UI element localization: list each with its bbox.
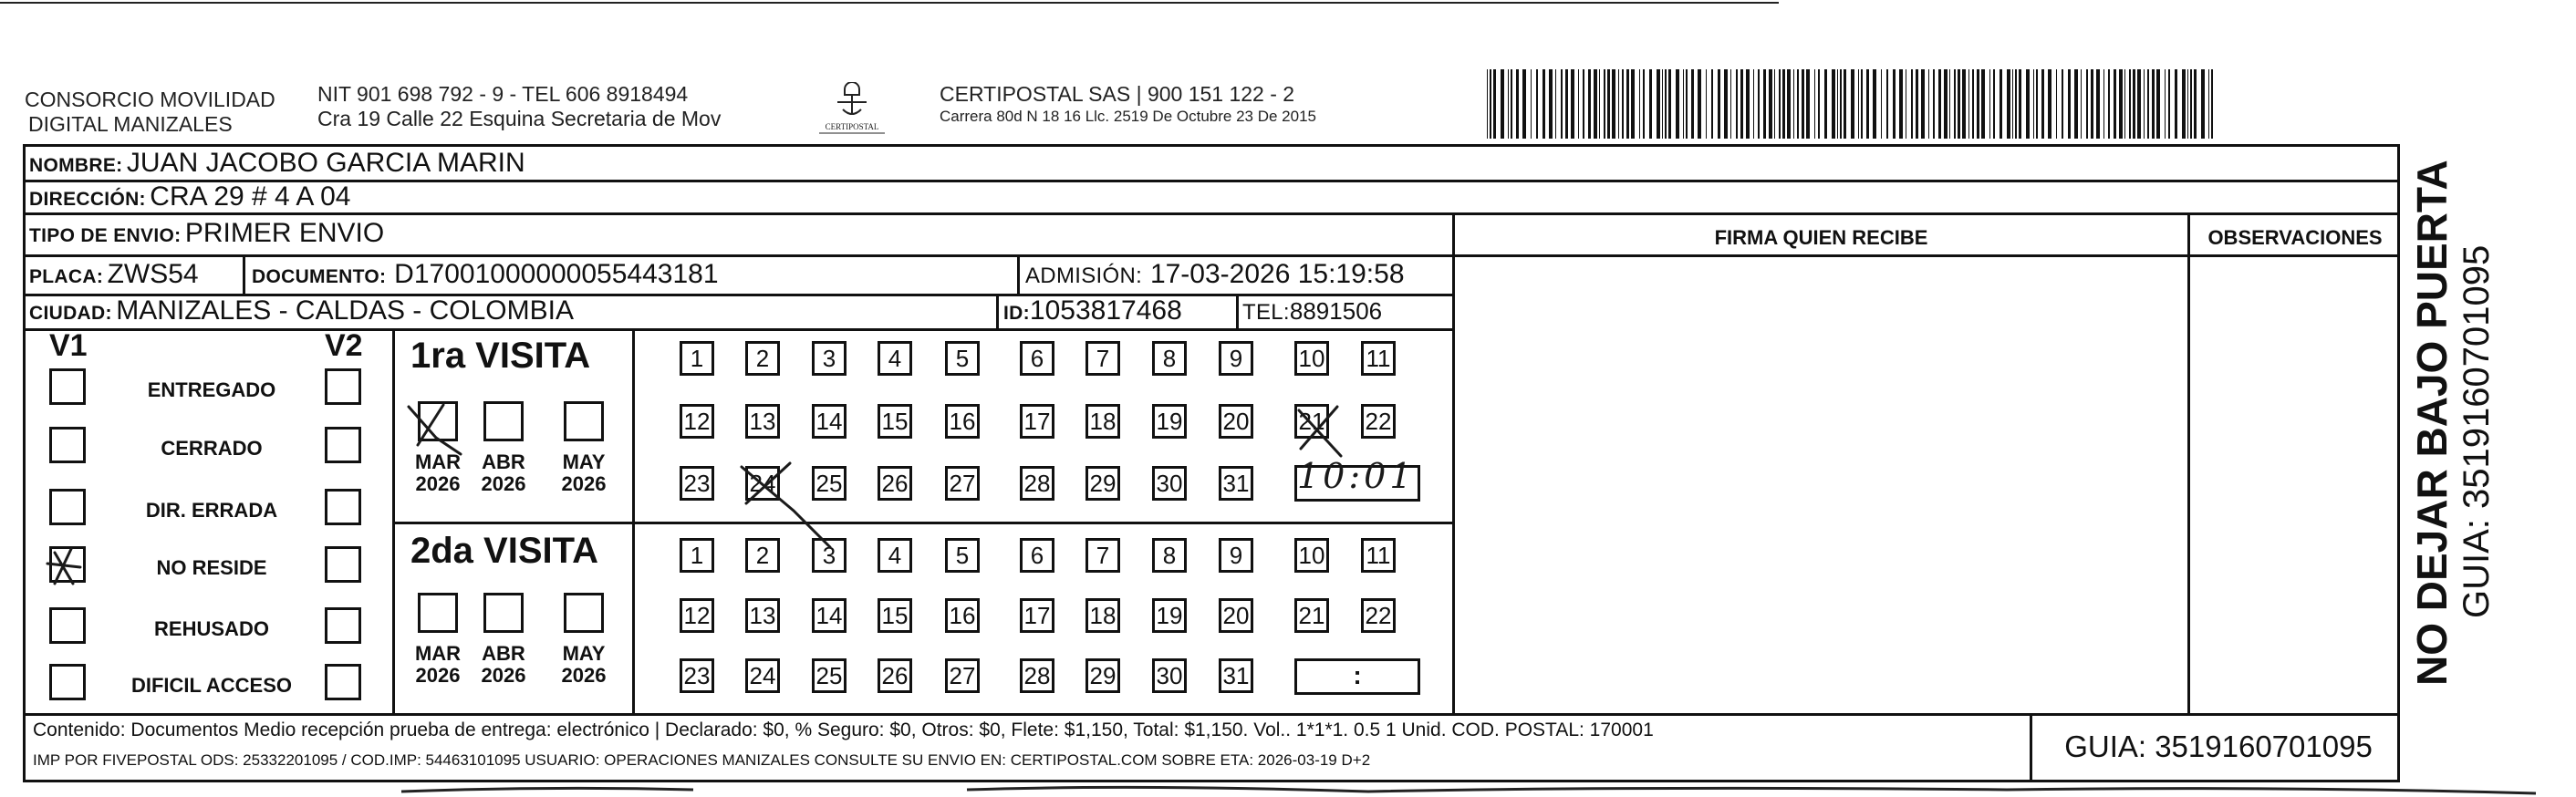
status-label-dificil-acceso: DIFICIL ACCESO bbox=[130, 674, 292, 697]
day-24-cross bbox=[742, 463, 830, 547]
first-visit-day-23[interactable]: 23 bbox=[680, 466, 714, 501]
second-visit-day-7[interactable]: 7 bbox=[1085, 538, 1120, 573]
tel-field: TEL:8891506 bbox=[1242, 297, 1383, 325]
status-label-no-reside: NO RESIDE bbox=[156, 556, 267, 579]
first-visit-day-8[interactable]: 8 bbox=[1152, 341, 1187, 376]
second-visit-day-5[interactable]: 5 bbox=[945, 538, 980, 573]
first-visit-day-20[interactable]: 20 bbox=[1219, 404, 1253, 439]
first-visit-day-28[interactable]: 28 bbox=[1020, 466, 1054, 501]
direccion-row: DIRECCIÓN: CRA 29 # 4 A 04 bbox=[29, 181, 351, 212]
company-name: CONSORCIO MOVILIDAD DIGITAL MANIZALES bbox=[25, 88, 275, 136]
first-visit-day-9[interactable]: 9 bbox=[1219, 341, 1253, 376]
bottom-strokes bbox=[0, 784, 2576, 797]
second-visit-day-21[interactable]: 21 bbox=[1294, 598, 1329, 633]
second-visit-day-8[interactable]: 8 bbox=[1152, 538, 1187, 573]
status-label-cerrado: CERRADO bbox=[161, 437, 263, 460]
second-visit-day-23[interactable]: 23 bbox=[680, 658, 714, 693]
second-visit-month-label: MAY 2026 bbox=[561, 642, 607, 687]
first-visit-day-26[interactable]: 26 bbox=[878, 466, 912, 501]
certipostal-block: CERTIPOSTAL SAS | 900 151 122 - 2 Carrera 80d N 18 16 Llc. 2519 De Octubre 23 De 2015 bbox=[940, 82, 1316, 125]
status-label-dir-errada: DIR. ERRADA bbox=[145, 499, 278, 522]
firma-header: FIRMA QUIEN RECIBE bbox=[1714, 226, 1928, 249]
first-visit-day-11[interactable]: 11 bbox=[1361, 341, 1396, 376]
first-visit-month-label: MAR 2026 bbox=[414, 450, 462, 495]
first-visit-day-14[interactable]: 14 bbox=[812, 404, 847, 439]
second-visit-day-22[interactable]: 22 bbox=[1361, 598, 1396, 633]
observaciones-header: OBSERVACIONES bbox=[2207, 226, 2383, 249]
second-visit-month-label: ABR 2026 bbox=[481, 642, 526, 687]
admision-field: ADMISIÓN: 17-03-2026 15:19:58 bbox=[1025, 259, 1405, 289]
first-visit-day-13[interactable]: 13 bbox=[745, 404, 780, 439]
v1-no-reside-check bbox=[47, 549, 80, 584]
second-visit-day-11[interactable]: 11 bbox=[1361, 538, 1396, 573]
ciudad-field: CIUDAD: MANIZALES - CALDAS - COLOMBIA bbox=[29, 295, 574, 326]
second-visit-day-29[interactable]: 29 bbox=[1085, 658, 1120, 693]
second-visit-day-30[interactable]: 30 bbox=[1152, 658, 1187, 693]
first-visit-day-15[interactable]: 15 bbox=[878, 404, 912, 439]
second-visit-day-27[interactable]: 27 bbox=[945, 658, 980, 693]
second-visit-day-13[interactable]: 13 bbox=[745, 598, 780, 633]
second-visit-day-3[interactable]: 3 bbox=[812, 538, 847, 573]
first-visit-title: 1ra VISITA bbox=[410, 336, 591, 376]
second-visit-title: 2da VISITA bbox=[410, 531, 598, 571]
second-visit-day-12[interactable]: 12 bbox=[680, 598, 714, 633]
guia-box: GUIA: 3519160701095 bbox=[2064, 730, 2373, 763]
second-visit-time-box[interactable]: : bbox=[1294, 658, 1420, 695]
second-visit-day-2[interactable]: 2 bbox=[745, 538, 780, 573]
first-visit-day-5[interactable]: 5 bbox=[945, 341, 980, 376]
second-visit-day-14[interactable]: 14 bbox=[812, 598, 847, 633]
first-visit-time: 10:01 bbox=[1297, 456, 1416, 496]
v1-header: V1 bbox=[49, 328, 88, 363]
second-visit-day-24[interactable]: 24 bbox=[745, 658, 780, 693]
first-visit-month-label: MAY 2026 bbox=[561, 450, 607, 495]
first-visit-day-7[interactable]: 7 bbox=[1085, 341, 1120, 376]
first-visit-day-2[interactable]: 2 bbox=[745, 341, 780, 376]
first-visit-day-25[interactable]: 25 bbox=[812, 466, 847, 501]
second-visit-day-15[interactable]: 15 bbox=[878, 598, 912, 633]
footer-contenido: Contenido: Documentos Medio recepción prueba de entrega: electrónico | Declarado: $0, % Seguro: $0, Otros: $0, Flete: $1,150, Total: $1,150. Vol.. 1*1*1. 0.5 1 Unid. COD. POSTAL: 170001 bbox=[33, 719, 1654, 740]
second-visit-day-31[interactable]: 31 bbox=[1219, 658, 1253, 693]
second-visit-day-18[interactable]: 18 bbox=[1085, 598, 1120, 633]
first-visit-day-22[interactable]: 22 bbox=[1361, 404, 1396, 439]
second-visit-day-28[interactable]: 28 bbox=[1020, 658, 1054, 693]
status-label-entregado: ENTREGADO bbox=[147, 378, 276, 401]
first-visit-day-24[interactable]: 24 bbox=[745, 466, 780, 501]
tipo-row: TIPO DE ENVIO: PRIMER ENVIO bbox=[29, 218, 385, 248]
first-visit-day-10[interactable]: 10 bbox=[1294, 341, 1329, 376]
second-visit-day-16[interactable]: 16 bbox=[945, 598, 980, 633]
nombre-row: NOMBRE: JUAN JACOBO GARCIA MARIN bbox=[29, 148, 525, 178]
first-visit-day-1[interactable]: 1 bbox=[680, 341, 714, 376]
id-field: ID:1053817468 bbox=[1003, 295, 1182, 326]
second-visit-day-25[interactable]: 25 bbox=[812, 658, 847, 693]
v2-header: V2 bbox=[325, 328, 363, 363]
no-dejar-warning: NO DEJAR BAJO PUERTA bbox=[2408, 160, 2456, 686]
second-visit-day-20[interactable]: 20 bbox=[1219, 598, 1253, 633]
documento-field: DOCUMENTO: D17001000000055443181 bbox=[252, 259, 719, 289]
nit-block: NIT 901 698 792 - 9 - TEL 606 8918494 Cra 19 Calle 22 Esquina Secretaria de Mov bbox=[317, 82, 722, 130]
placa-field: PLACA: ZWS54 bbox=[29, 259, 199, 289]
second-visit-day-1[interactable]: 1 bbox=[680, 538, 714, 573]
first-visit-day-29[interactable]: 29 bbox=[1085, 466, 1120, 501]
first-visit-day-27[interactable]: 27 bbox=[945, 466, 980, 501]
mar-check bbox=[409, 405, 461, 454]
first-visit-day-12[interactable]: 12 bbox=[680, 404, 714, 439]
second-visit-day-4[interactable]: 4 bbox=[878, 538, 912, 573]
second-visit-day-19[interactable]: 19 bbox=[1152, 598, 1187, 633]
footer-impresion: IMP POR FIVEPOSTAL ODS: 25332201095 / COD.IMP: 54463101095 USUARIO: OPERACIONES MANIZALES CONSULTE SU ENVIO EN: CERTIPOSTAL.COM SOBRE ETA: 2026-03-19 D+2 bbox=[33, 751, 1371, 769]
first-visit-day-3[interactable]: 3 bbox=[812, 341, 847, 376]
first-visit-day-31[interactable]: 31 bbox=[1219, 466, 1253, 501]
second-visit-day-17[interactable]: 17 bbox=[1020, 598, 1054, 633]
second-visit-day-9[interactable]: 9 bbox=[1219, 538, 1253, 573]
second-visit-day-26[interactable]: 26 bbox=[878, 658, 912, 693]
first-visit-day-21[interactable]: 21 bbox=[1294, 404, 1329, 439]
first-visit-day-6[interactable]: 6 bbox=[1020, 341, 1054, 376]
first-visit-day-30[interactable]: 30 bbox=[1152, 466, 1187, 501]
second-visit-day-6[interactable]: 6 bbox=[1020, 538, 1054, 573]
side-guia: GUIA: 3519160701095 bbox=[2457, 244, 2497, 618]
first-visit-day-18[interactable]: 18 bbox=[1085, 404, 1120, 439]
first-visit-day-17[interactable]: 17 bbox=[1020, 404, 1054, 439]
second-visit-day-10[interactable]: 10 bbox=[1294, 538, 1329, 573]
first-visit-month-label: ABR 2026 bbox=[481, 450, 526, 495]
first-visit-day-16[interactable]: 16 bbox=[945, 404, 980, 439]
second-visit-month-label: MAR 2026 bbox=[414, 642, 462, 687]
first-visit-day-19[interactable]: 19 bbox=[1152, 404, 1187, 439]
first-visit-day-4[interactable]: 4 bbox=[878, 341, 912, 376]
day-21-cross bbox=[1299, 407, 1341, 456]
status-label-rehusado: REHUSADO bbox=[154, 617, 269, 640]
svg-text:CERTIPOSTAL: CERTIPOSTAL bbox=[825, 122, 879, 131]
